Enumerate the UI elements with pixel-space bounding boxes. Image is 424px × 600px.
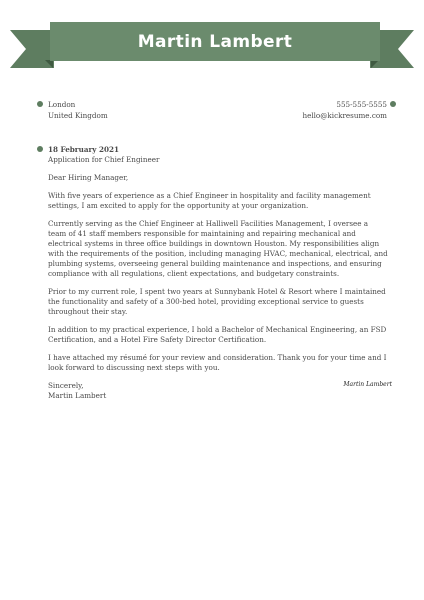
letter-date: 18 February 2021	[48, 145, 119, 154]
letter-closing: Sincerely,	[48, 381, 84, 390]
letter-body	[48, 145, 388, 401]
letter-signer: Martin Lambert	[48, 391, 107, 400]
name-banner	[50, 22, 380, 61]
contact-country: United Kingdom	[48, 111, 108, 120]
ribbon-fold-right	[371, 60, 379, 68]
date-dot	[37, 146, 43, 152]
letter-paragraph: With five years of experience as a Chief Engineer in hospitality and facility management settings, I am excited to apply for the opportunity at your organization.	[48, 191, 371, 210]
letter-paragraph: Prior to my current role, I spent two years at Sunnybank Hotel & Resort where I maintained the functionality and safety of a 300-bed hotel, providing exceptional service to guests throughout their stay.	[48, 287, 386, 316]
handwritten-signature: Martin Lambert	[343, 381, 392, 388]
letter-paragraph: I have attached my résumé for your review and consideration. Thank you for your time and I look forward to discussing next steps with you.	[48, 353, 387, 372]
phone-dot	[390, 101, 396, 107]
letter-salutation: Dear Hiring Manager,	[48, 173, 129, 182]
contact-location	[48, 99, 108, 121]
letter-paragraph: Currently serving as the Chief Engineer at Halliwell Facilities Management, I oversee a team of 41 staff members responsible for maintaining and repairing mechanical and electrical systems in three office buildings in downtown Houston. My responsibilities align with the requirements of the position, including managing HVAC, mechanical, electrical, and plumbing systems, overseeing general building maintenance and inspections, and ensuring compliance with all regulations, client expectations, and budgetary constraints.	[48, 219, 388, 278]
applicant-name: Martin Lambert	[137, 31, 293, 52]
contact-email[interactable]: hello@kickresume.com	[302, 111, 387, 120]
contact-city: London	[48, 100, 76, 109]
contact-phone: 555-555-5555	[336, 100, 387, 109]
location-dot	[37, 101, 43, 107]
letter-paragraph: In addition to my practical experience, I hold a Bachelor of Mechanical Engineering, an FSD Certification, and a Hotel Fire Safety Director Certification.	[48, 325, 387, 344]
letter-subject: Application for Chief Engineer	[48, 155, 160, 164]
ribbon-fold-left	[45, 60, 53, 68]
contact-info	[302, 99, 387, 121]
